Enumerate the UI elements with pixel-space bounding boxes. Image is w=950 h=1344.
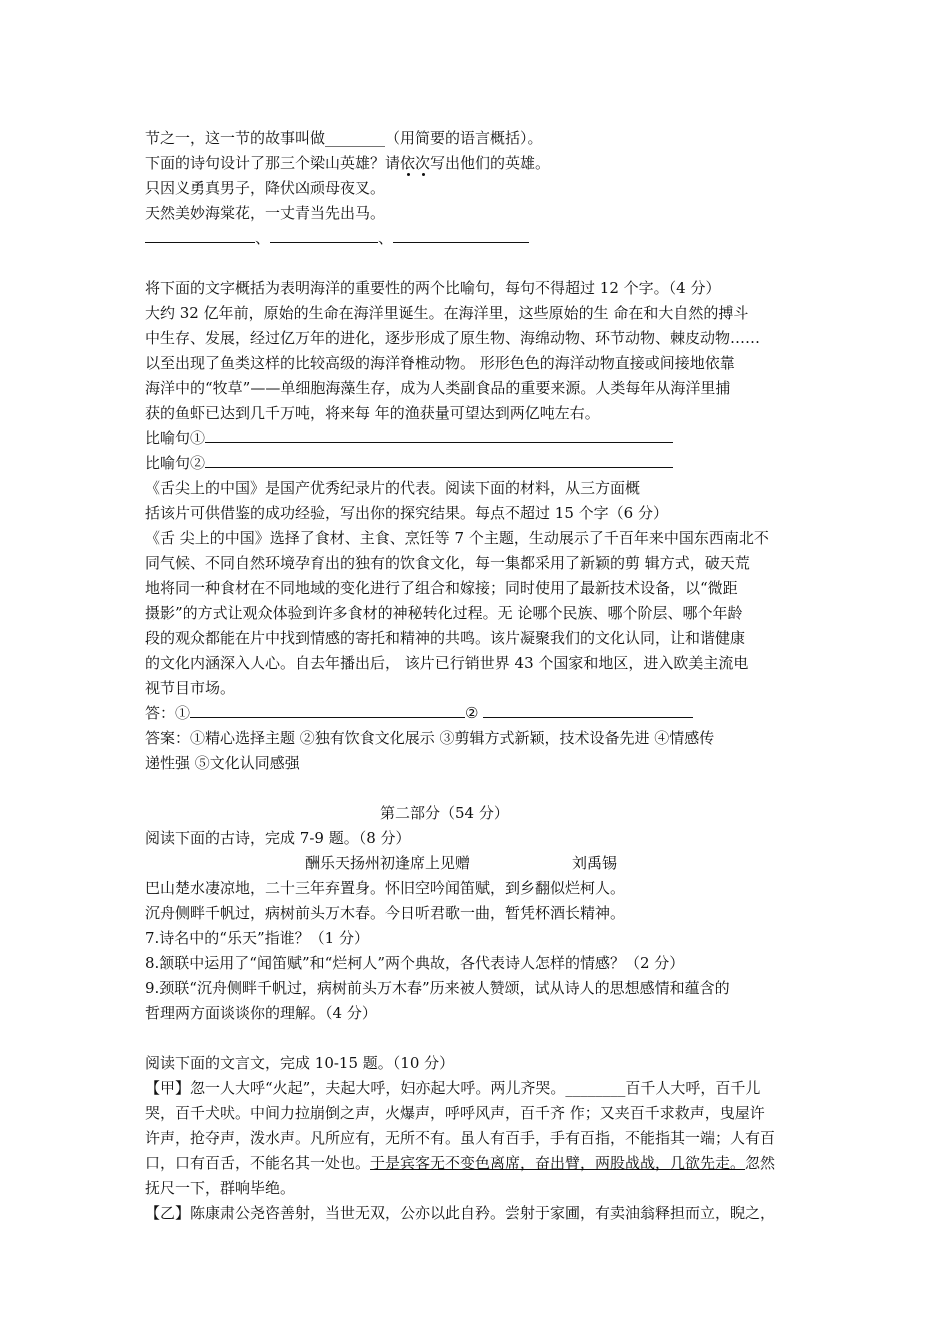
text-line: 口，口有百舌，不能名其一处也。于是宾客无不变色离席，奋出臂，两股战战，几欲先走。忽然: [145, 1154, 776, 1172]
answer-line: 比喻句①: [145, 428, 673, 448]
text-line: 许声，抢夺声，泼水声。凡所应有，无所不有。虽人有百手，手有百指，不能指其一端；人有百: [145, 1129, 776, 1147]
answer-line: 比喻句②: [145, 453, 673, 473]
text-line: 以至出现了鱼类这样的比较高级的海洋脊椎动物。 形形色色的海洋动物直接或间接地依靠: [145, 354, 735, 372]
text-line: 【甲】忽一人大呼“火起”，夫起大呼，妇亦起大呼。两儿齐哭。________百千人大呼，百千儿: [145, 1079, 761, 1097]
question-line: 阅读下面的文言文，完成 10-15 题。（10 分）: [145, 1054, 455, 1072]
text-line: 哭，百千犬吠。中间力拉崩倒之声，火爆声，呼呼风声，百千齐 作；又夹百千求救声，曳屋许: [145, 1104, 765, 1122]
text-line: 《舌 尖上的中国》选择了食材、主食、烹饪等 7 个主题，生动展示了千百年来中国东西南北不: [145, 529, 769, 547]
question-line: 8.颔联中运用了“闻笛赋”和“烂柯人”两个典故，各代表诗人怎样的情感？（2 分）: [145, 954, 685, 972]
answer-blank[interactable]: [205, 428, 673, 443]
text-line: 摄影”的方式让观众体验到许多食材的神秘转化过程。无 论哪个民族、哪个阶层、哪个年龄: [145, 604, 743, 622]
emphasis-char: 依: [400, 154, 416, 172]
answer-blank[interactable]: [190, 703, 465, 718]
text-line: 段的观众都能在片中找到情感的寄托和精神的共鸣。该片凝聚我们的文化认同，让和谐健康: [145, 629, 746, 647]
poem-line: 沉舟侧畔千帆过，病树前头万木春。今日听君歌一曲，暂凭杯酒长精神。: [145, 904, 626, 922]
question-line: 将下面的文字概括为表明海洋的重要性的两个比喻句，每句不得超过 12 个字。（4 分）: [145, 279, 721, 297]
question-line: 9.颈联“沉舟侧畔千帆过，病树前头万木春”历来被人赞颂，试从诗人的思想感情和蕴含的: [145, 979, 730, 997]
text-line: 中生存、发展，经过亿万年的进化，逐步形成了原生物、海绵动物、环节动物、棘皮动物……: [145, 329, 761, 347]
text-line: 节之一，这一节的故事叫做________（用简要的语言概括）。: [145, 129, 543, 147]
answer-key-line: 递性强 ⑤文化认同感强: [145, 754, 300, 772]
text-line: 视节目市场。: [145, 679, 236, 697]
text-line: 大约 32 亿年前，原始的生命在海洋里诞生。在海洋里，这些原始的生 命在和大自然的搏斗: [145, 304, 749, 322]
question-line: 括该片可供借鉴的成功经验，写出你的探究结果。每点不超过 15 个字（6 分）: [145, 504, 668, 522]
question-line: 阅读下面的古诗，完成 7-9 题。（8 分）: [145, 829, 411, 847]
poem-line: 巴山楚水凄凉地，二十三年弃置身。怀旧空吟闻笛赋，到乡翻似烂柯人。: [145, 879, 626, 897]
question-line: 哲理两方面谈谈你的理解。（4 分）: [145, 1004, 377, 1022]
answer-line: 答：① ②: [145, 703, 693, 723]
question-line: 《舌尖上的中国》是国产优秀纪录片的代表。阅读下面的材料，从三方面概: [145, 479, 641, 497]
poem-author: 刘禹锡: [572, 854, 618, 872]
section-heading: 第二部分（54 分）: [380, 804, 509, 822]
answer-key-line: 答案：①精心选择主题 ②独有饮食文化展示 ③剪辑方式新颖，技术设备先进 ④情感传: [145, 729, 715, 747]
answer-blank[interactable]: [393, 228, 529, 243]
text-line: 获的鱼虾已达到几千万吨，将来每 年的渔获量可望达到两亿吨左右。: [145, 404, 600, 422]
poem-title: 酬乐天扬州初逢席上见赠: [305, 854, 471, 872]
poem-line: 天然美妙海棠花，一丈青当先出马。: [145, 204, 386, 222]
text-line: 【乙】陈康肃公尧咨善射，当世无双，公亦以此自矜。尝射于家圃，有卖油翁释担而立，睨之，: [145, 1204, 776, 1222]
question-line: 下面的诗句设计了那三个梁山英雄？请依次写出他们的英雄。: [145, 154, 551, 172]
underlined-sentence: 于是宾客无不变色离席，奋出臂，两股战战，几欲先走。: [370, 1154, 746, 1172]
poem-line: 只因义勇真男子，降伏凶顽母夜叉。: [145, 179, 386, 197]
text-line: 地将同一种食材在不同地域的变化进行了组合和嫁接；同时使用了最新技术设备，以“微距: [145, 579, 738, 597]
emphasis-char: 次: [415, 154, 431, 172]
text-line: 的文化内涵深入人心。自去年播出后， 该片已行销世界 43 个国家和地区，进入欧美主流电: [145, 654, 749, 672]
answer-blank[interactable]: [270, 228, 378, 243]
text-line: 海洋中的“牧草”——单细胞海藻生存，成为人类副食品的重要来源。人类每年从海洋里捕: [145, 379, 731, 397]
answer-blanks: 、 、: [145, 228, 529, 248]
answer-blank[interactable]: [145, 228, 255, 243]
answer-blank[interactable]: [483, 703, 693, 718]
question-line: 7.诗名中的“乐天”指谁？（1 分）: [145, 929, 369, 947]
text-line: 抚尺一下，群响毕绝。: [145, 1179, 296, 1197]
answer-blank[interactable]: [205, 453, 673, 468]
text-line: 同气候、不同自然环境孕育出的独有的饮食文化，每一集都采用了新颖的剪 辑方式，破天荒: [145, 554, 750, 572]
